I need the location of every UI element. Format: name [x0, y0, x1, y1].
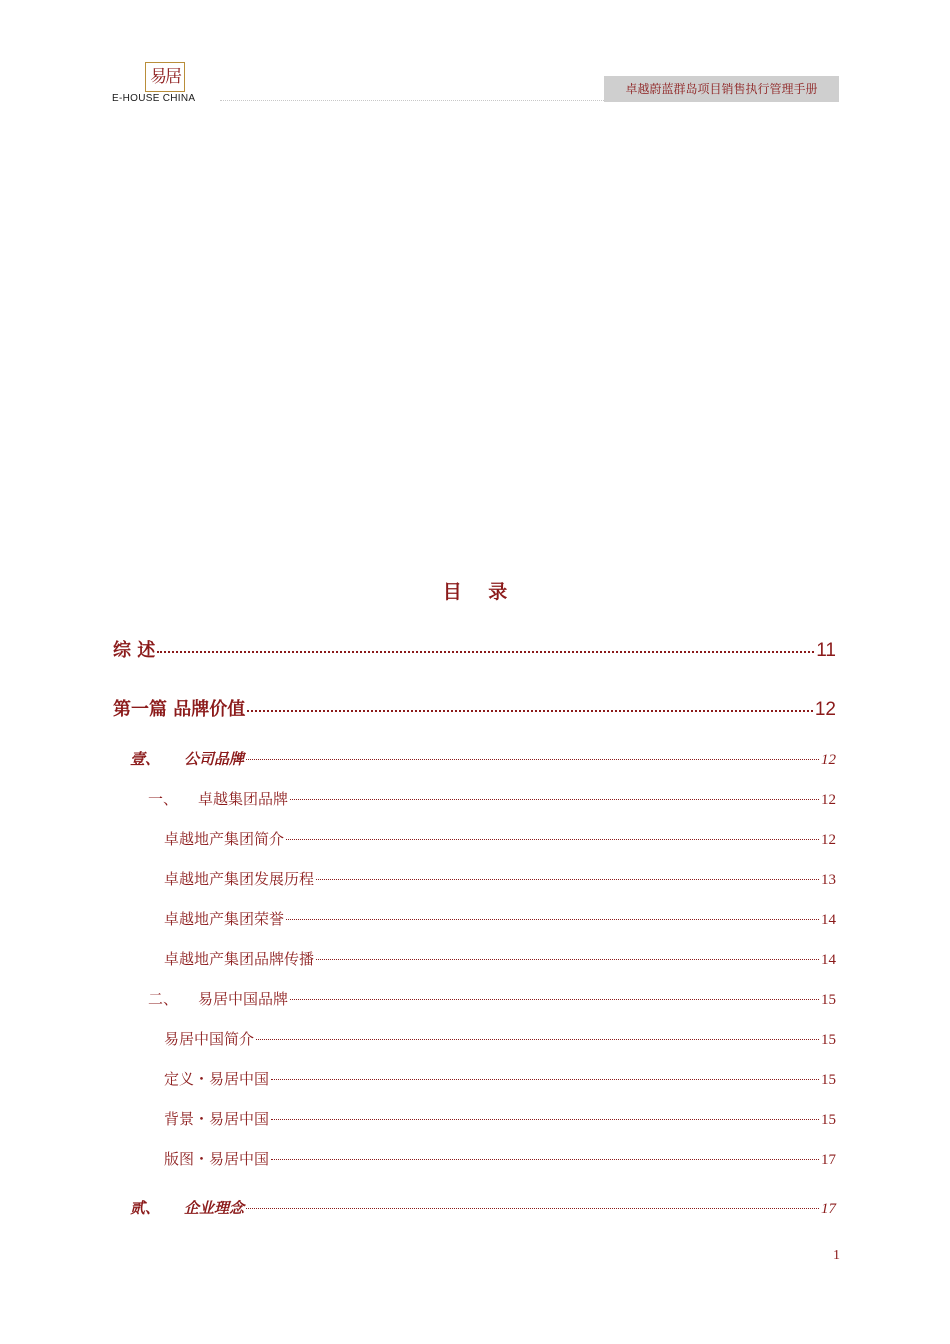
toc-entry-number: 二、: [148, 990, 179, 1008]
toc-entry-ehouse-definition[interactable]: [164, 1068, 836, 1089]
header-rule: [220, 100, 604, 101]
toc-entry-page: 13: [821, 872, 836, 888]
toc-leader: [271, 1119, 819, 1120]
toc-entry-label: 企业理念: [184, 1199, 245, 1217]
toc-entry-page: 15: [821, 1032, 836, 1048]
toc-leader: [246, 759, 819, 760]
toc-entry-page: 14: [821, 952, 836, 968]
toc-entry-zhuoyue-brand[interactable]: [148, 788, 836, 809]
toc-title: 目 录: [442, 581, 518, 603]
toc-entry-page: 17: [821, 1152, 836, 1168]
toc-leader: [290, 799, 819, 800]
toc-entry-label: 易居中国简介: [164, 1030, 255, 1048]
toc-entry-label: 背景・易居中国: [164, 1110, 270, 1128]
page-number: 1: [833, 1248, 840, 1263]
toc-entry-page: 15: [821, 1112, 836, 1128]
toc-leader: [247, 710, 813, 712]
toc-entry-ehouse-intro[interactable]: [164, 1028, 836, 1049]
toc-entry-page: 15: [821, 1072, 836, 1088]
toc-entry-page: 14: [821, 912, 836, 928]
toc-leader: [290, 999, 819, 1000]
toc-entry-label: 版图・易居中国: [164, 1150, 270, 1168]
toc-leader: [286, 919, 819, 920]
toc-entry-label: 卓越地产集团简介: [164, 830, 285, 848]
toc-entry-label: 定义・易居中国: [164, 1070, 270, 1088]
toc-leader: [271, 1159, 819, 1160]
toc-entry-zhuoyue-history[interactable]: [164, 868, 836, 889]
toc-entry-page: 12: [821, 752, 836, 768]
toc-entry-zhuoyue-intro[interactable]: [164, 828, 836, 849]
toc-entry-corporate-philosophy[interactable]: [130, 1197, 836, 1218]
toc-entry-label: 公司品牌: [184, 750, 245, 768]
toc-entry-part-one[interactable]: [113, 695, 836, 721]
toc-entry-page: 12: [821, 832, 836, 848]
toc-entry-ehouse-background[interactable]: [164, 1108, 836, 1129]
toc-entry-label: 卓越地产集团品牌传播: [164, 950, 315, 968]
toc-entry-ehouse-brand[interactable]: [148, 988, 836, 1009]
toc-entry-overview[interactable]: [113, 636, 836, 662]
toc-leader: [316, 879, 819, 880]
toc-leader: [316, 959, 819, 960]
toc-entry-page: 17: [821, 1201, 836, 1217]
toc-entry-page: 12: [814, 699, 836, 720]
toc-entry-number: 一、: [148, 790, 179, 808]
toc-entry-page: 12: [821, 792, 836, 808]
toc-entry-page: 15: [821, 992, 836, 1008]
toc-entry-ehouse-territory[interactable]: [164, 1148, 836, 1169]
toc-entry-company-brand[interactable]: [130, 748, 836, 769]
toc-leader: [246, 1208, 819, 1209]
toc-entry-number: 贰、: [130, 1199, 161, 1217]
document-title-header: 卓越蔚蓝群岛项目销售执行管理手册: [604, 76, 839, 102]
toc-leader: [157, 651, 814, 653]
toc-entry-label: 卓越地产集团荣誉: [164, 910, 285, 928]
toc-entry-page: 11: [816, 640, 836, 661]
toc-leader: [271, 1079, 819, 1080]
toc-entry-zhuoyue-brand-comm[interactable]: [164, 948, 836, 969]
toc-entry-number: 壹、: [130, 750, 161, 768]
toc-entry-label: 卓越集团品牌: [198, 790, 289, 808]
toc-leader: [256, 1039, 819, 1040]
toc-leader: [286, 839, 819, 840]
toc-entry-zhuoyue-honors[interactable]: [164, 908, 836, 929]
logo-text: E-HOUSE CHINA: [112, 93, 196, 104]
toc-entry-label: 综 述: [113, 640, 156, 661]
toc-entry-label: 易居中国品牌: [198, 990, 289, 1008]
logo-mark: 易居: [145, 62, 185, 92]
toc-entry-label: 卓越地产集团发展历程: [164, 870, 315, 888]
toc-entry-label: 第一篇 品牌价值: [113, 699, 246, 720]
